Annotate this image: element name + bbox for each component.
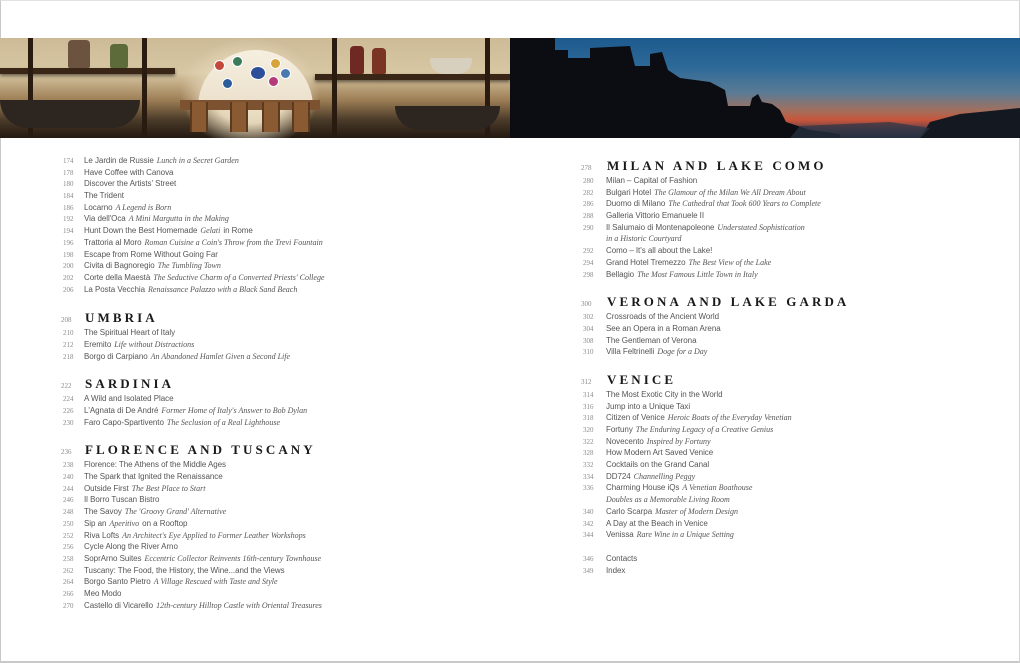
- chair: [190, 102, 208, 132]
- entry-title: Duomo di Milano: [606, 199, 666, 209]
- chair: [292, 102, 310, 132]
- entry-title: Tuscany: The Food, the History, the Wine...and the Views: [84, 565, 285, 575]
- page-number: 316: [583, 402, 594, 411]
- entry-title: La Posta Vecchia: [84, 284, 146, 294]
- entry-title: Jump into a Unique Taxi: [606, 401, 691, 411]
- entry-title: Venissa: [606, 530, 634, 540]
- toc-entry[interactable]: [60, 541, 540, 553]
- toc-entry[interactable]: [580, 222, 1000, 234]
- toc-entry[interactable]: [60, 213, 540, 225]
- page-number: 222: [61, 382, 72, 391]
- toc-entry[interactable]: [60, 471, 540, 483]
- toc-entry[interactable]: [580, 506, 1000, 518]
- toc-entry[interactable]: [580, 529, 1000, 541]
- entry-title: Citizen of Venice: [606, 413, 665, 423]
- entry-subtitle: Former Home of Italy's Answer to Bob Dylan: [161, 406, 308, 415]
- page-number: 258: [63, 554, 74, 563]
- toc-entry[interactable]: [580, 269, 1000, 281]
- toc-entry[interactable]: [60, 588, 540, 600]
- entry-title: Galleria Vittorio Emanuele II: [606, 211, 705, 221]
- shelf-post: [142, 38, 147, 138]
- toc-section-verona-garda: [580, 292, 1000, 358]
- entry-title: A Wild and Isolated Place: [84, 394, 174, 404]
- entry-title: Sip an: [84, 518, 107, 528]
- page-number: 328: [583, 449, 594, 458]
- page-number: 240: [63, 473, 74, 482]
- entry-title: Fortuny: [606, 425, 633, 434]
- page-number: 178: [63, 168, 74, 177]
- entry-subtitle: Lunch in a Secret Garden: [156, 156, 239, 165]
- entry-title: The Spark that Ignited the Renaissance: [84, 472, 223, 482]
- page-number: 212: [63, 340, 74, 349]
- section-title: SARDINIA: [85, 376, 175, 392]
- entry-subtitle: Renaissance Palazzo with a Black Sand Beach: [148, 284, 298, 294]
- interior-photo: [0, 38, 510, 138]
- page-number: 196: [63, 238, 74, 247]
- castle-silhouette: [510, 38, 1020, 138]
- entry-subtitle: The Best Place to Start: [131, 483, 206, 493]
- section-heading[interactable]: [580, 156, 1000, 175]
- page-number: 280: [583, 177, 594, 185]
- page-number: 336: [583, 484, 594, 493]
- entry-title: Discover the Artists' Street: [84, 179, 177, 189]
- toc-entry-continuation[interactable]: [580, 233, 1000, 245]
- entry-title: Como – It's all about the Lake!: [606, 246, 713, 256]
- toc-entry-contacts[interactable]: [580, 553, 1000, 565]
- page-number: 246: [63, 496, 74, 505]
- entry-title-tail: in Rome: [223, 226, 253, 236]
- entry-title: Escape from Rome Without Going Far: [84, 249, 218, 259]
- entry-subtitle: The Seductive Charm of a Converted Priests' College: [153, 272, 325, 282]
- toc-entry[interactable]: [60, 260, 540, 272]
- jar: [110, 44, 128, 68]
- page-number: 194: [63, 227, 74, 236]
- page-number: 206: [63, 285, 74, 294]
- page-number: 252: [63, 531, 74, 540]
- entry-subtitle: A Legend is Born: [115, 202, 172, 212]
- page-number: 208: [61, 316, 72, 325]
- toc-left-column: [60, 155, 540, 611]
- page-number: 349: [583, 566, 594, 575]
- toc-entry[interactable]: [580, 245, 1000, 257]
- toc-entry[interactable]: [580, 447, 1000, 459]
- toc-entry[interactable]: [580, 187, 1000, 199]
- wall-plate: [270, 58, 281, 69]
- page-number: 180: [63, 180, 74, 189]
- entry-title: DD724: [606, 471, 631, 481]
- toc-entry[interactable]: [60, 155, 540, 167]
- page-number: 224: [63, 395, 74, 404]
- toc-entry[interactable]: [60, 202, 540, 214]
- toc-right-column: [580, 156, 1000, 576]
- toc-section-umbria: [60, 308, 540, 362]
- bowl: [430, 58, 472, 74]
- entry-title: Borgo Santo Pietro: [84, 577, 151, 587]
- toc-entry[interactable]: [60, 272, 540, 284]
- page-number: 256: [63, 543, 74, 552]
- toc-end-matter: [580, 553, 1000, 576]
- entry-title: Il Borro Tuscan Bistro: [84, 495, 160, 505]
- entry-subtitle: An Architect's Eye Applied to Former Leather Workshops: [122, 530, 306, 540]
- entry-title: The Most Exotic City in the World: [606, 389, 723, 399]
- entry-title: Bulgari Hotel: [606, 187, 652, 197]
- section-title: UMBRIA: [85, 310, 158, 326]
- toc-entry[interactable]: [60, 339, 540, 351]
- entry-title: Via dell'Oca: [84, 214, 126, 224]
- page-number: 314: [583, 390, 594, 399]
- toc-entry[interactable]: [60, 351, 540, 363]
- entry-title: Civita di Bagnoregio: [84, 261, 155, 271]
- entry-subtitle: Life without Distractions: [114, 339, 195, 349]
- toc-entry[interactable]: [60, 518, 540, 530]
- shelf: [315, 74, 510, 80]
- toc-section-florence-tuscany: [60, 440, 540, 611]
- page-number: 318: [583, 414, 594, 423]
- entry-subtitle: Roman Cuisine a Coin's Throw from the Trevi Fountain: [144, 237, 323, 247]
- toc-entry[interactable]: [580, 335, 1000, 347]
- toc-entry[interactable]: [60, 417, 540, 429]
- toc-entry[interactable]: [60, 459, 540, 471]
- entry-subtitle: A Venetian Boathouse: [682, 483, 753, 493]
- page-number: 266: [63, 589, 74, 598]
- chair: [230, 102, 248, 132]
- entry-title: Index: [606, 565, 626, 575]
- toc-entry[interactable]: [580, 210, 1000, 222]
- page-number: 210: [63, 329, 74, 338]
- toc-entry[interactable]: [60, 530, 540, 542]
- toc-entry[interactable]: [60, 393, 540, 405]
- toc-entry-continuation[interactable]: [580, 494, 1000, 506]
- entry-title: Florence: The Athens of the Middle Ages: [84, 460, 226, 470]
- page-number: 332: [583, 461, 594, 470]
- entry-subtitle: Master of Modern Design: [655, 506, 738, 516]
- toc-entry[interactable]: [580, 175, 1000, 187]
- shelf-post: [332, 38, 337, 138]
- page-number: 244: [63, 484, 74, 493]
- toc-entry[interactable]: [60, 167, 540, 179]
- entry-title: Milan – Capital of Fashion: [606, 176, 698, 185]
- entry-title: Carlo Scarpa: [606, 506, 653, 516]
- section-title: FLORENCE AND TUSCANY: [85, 442, 316, 458]
- entry-subtitle: The Glamour of the Milan We All Dream About: [654, 187, 806, 197]
- page-number: 310: [583, 348, 594, 357]
- bowl: [0, 100, 140, 128]
- entry-title: Villa Feltrinelli: [606, 347, 655, 357]
- entry-subtitle: Gelati: [200, 226, 221, 236]
- entry-title: Charming House iQs: [606, 483, 680, 493]
- wall-plate: [214, 60, 225, 71]
- toc-entry[interactable]: [60, 553, 540, 565]
- toc-entry[interactable]: [580, 412, 1000, 424]
- wall-plate: [268, 76, 279, 87]
- page-number: 230: [63, 418, 74, 427]
- entry-subtitle: Eccentric Collector Reinvents 16th-century Townhouse: [144, 553, 322, 563]
- section-title: VENICE: [607, 371, 677, 387]
- wall-plate: [232, 56, 243, 67]
- page-number: 192: [63, 215, 74, 224]
- entry-title: Corte della Maestà: [84, 272, 151, 282]
- page-number: 236: [61, 448, 72, 457]
- toc-entry[interactable]: [580, 518, 1000, 530]
- page-number: 202: [63, 273, 74, 282]
- entry-subtitle: Understated Sophistication: [717, 222, 805, 232]
- entry-subtitle-continuation: Doubles as a Memorable Living Room: [606, 495, 730, 505]
- section-heading[interactable]: [60, 440, 540, 459]
- entry-subtitle: The Enduring Legacy of a Creative Genius: [635, 425, 774, 434]
- toc-entry[interactable]: [580, 198, 1000, 210]
- toc-entry[interactable]: [60, 494, 540, 506]
- entry-title: L'Agnata di De André: [84, 406, 159, 415]
- entry-title: Locarno: [84, 202, 113, 212]
- entry-title: Faro Capo-Spartivento: [84, 417, 164, 427]
- entry-title: The Spiritual Heart of Italy: [84, 328, 176, 338]
- entry-subtitle: 12th-century Hilltop Castle with Oriental Treasures: [156, 600, 322, 610]
- entry-subtitle-continuation: in a Historic Courtyard: [606, 234, 682, 244]
- page-number: 302: [583, 313, 594, 322]
- toc-entry[interactable]: [60, 190, 540, 202]
- toc-entry[interactable]: [60, 284, 540, 296]
- page-number: 312: [581, 377, 592, 386]
- page-number: 304: [583, 324, 594, 333]
- page-number: 294: [583, 258, 594, 267]
- page-number: 342: [583, 519, 594, 528]
- entry-title-tail: on a Rooftop: [142, 518, 188, 528]
- entry-subtitle: The Seclusion of a Real Lighthouse: [166, 417, 280, 427]
- entry-subtitle: The Cathedral that Took 600 Years to Complete: [668, 199, 821, 209]
- entry-title: Il Salumaio di Montenapoleone: [606, 222, 715, 232]
- page-number: 218: [63, 352, 74, 361]
- entry-subtitle: The Tumbling Town: [157, 261, 221, 271]
- page-number: 184: [63, 192, 74, 201]
- entry-title: Novecento: [606, 436, 644, 446]
- page-number: 198: [63, 250, 74, 259]
- toc-entry[interactable]: [580, 471, 1000, 483]
- entry-title: SoprArno Suites: [84, 553, 142, 563]
- entry-title: The Savoy: [84, 507, 122, 517]
- toc-entry[interactable]: [60, 405, 540, 417]
- shelf: [0, 68, 175, 74]
- toc-entry[interactable]: [580, 459, 1000, 471]
- entry-title: Riva Lofts: [84, 530, 120, 540]
- entry-title: Grand Hotel Tremezzo: [606, 257, 686, 267]
- entry-title: Borgo di Carpiano: [84, 351, 148, 361]
- section-heading[interactable]: [60, 308, 540, 327]
- entry-title: Crossroads of the Ancient World: [606, 312, 720, 322]
- entry-title: Trattoria al Moro: [84, 237, 142, 247]
- page-number: 308: [583, 336, 594, 345]
- page-number: 250: [63, 519, 74, 528]
- entry-subtitle: The 'Groovy Grand' Alternative: [124, 507, 227, 517]
- entry-title: Outside First: [84, 483, 129, 493]
- toc-section-milan-como: [580, 156, 1000, 280]
- section-heading[interactable]: [60, 374, 540, 393]
- page-number: 200: [63, 262, 74, 271]
- page-number: 344: [583, 531, 594, 540]
- toc-entry[interactable]: [580, 257, 1000, 269]
- page-number: 292: [583, 247, 594, 256]
- toc-entry[interactable]: [580, 424, 1000, 436]
- toc-entry[interactable]: [580, 346, 1000, 358]
- entry-title: Have Coffee with Canova: [84, 167, 174, 177]
- entry-title: Contacts: [606, 553, 638, 563]
- toc-entry[interactable]: [60, 565, 540, 577]
- wall-plate: [250, 66, 266, 80]
- toc-entry[interactable]: [60, 483, 540, 495]
- entry-subtitle: An Abandoned Hamlet Given a Second Life: [150, 351, 291, 361]
- page-number: 288: [583, 212, 594, 221]
- entry-title: See an Opera in a Roman Arena: [606, 323, 721, 333]
- toc-entry[interactable]: [60, 576, 540, 588]
- entry-title: Castello di Vicarello: [84, 600, 154, 610]
- page-number: 174: [63, 157, 74, 165]
- entry-title: Le Jardin de Russie: [84, 156, 154, 165]
- toc-entry[interactable]: [580, 482, 1000, 494]
- page-number: 322: [583, 437, 594, 446]
- bowl: [395, 106, 500, 130]
- page-number: 186: [63, 203, 74, 212]
- toc-entry[interactable]: [60, 225, 540, 237]
- jar: [68, 40, 90, 68]
- page-number: 238: [63, 461, 74, 470]
- entry-title: Bellagio: [606, 269, 635, 279]
- toc-entry[interactable]: [60, 600, 540, 612]
- entry-subtitle: Aperitivo: [109, 518, 140, 528]
- entry-title: The Trident: [84, 191, 124, 201]
- entry-title: Cycle Along the River Arno: [84, 542, 178, 552]
- entry-subtitle: A Village Rescued with Taste and Style: [153, 577, 278, 587]
- toc-entry[interactable]: [580, 311, 1000, 323]
- page-number: 300: [581, 300, 592, 309]
- bottle: [372, 48, 386, 74]
- toc-entry[interactable]: [60, 237, 540, 249]
- page-number: 298: [583, 270, 594, 279]
- page-number: 262: [63, 566, 74, 575]
- page-number: 290: [583, 223, 594, 232]
- toc-entry[interactable]: [580, 436, 1000, 448]
- entry-subtitle: Doge for a Day: [657, 347, 708, 357]
- toc-entry[interactable]: [60, 249, 540, 261]
- toc-section-venice: [580, 370, 1000, 541]
- entry-subtitle: Inspired by Fortuny: [646, 436, 711, 446]
- toc-entry[interactable]: [60, 506, 540, 518]
- page-number: 346: [583, 554, 594, 563]
- entry-title: Meo Modo: [84, 588, 122, 598]
- chair: [262, 102, 280, 132]
- page-number: 248: [63, 508, 74, 517]
- toc-entry[interactable]: [580, 389, 1000, 401]
- page-number: 278: [581, 164, 592, 172]
- toc-section-sardinia: [60, 374, 540, 428]
- toc-entry-index[interactable]: [580, 565, 1000, 577]
- toc-entry[interactable]: [60, 327, 540, 339]
- toc-entry[interactable]: [60, 178, 540, 190]
- page-number: 282: [583, 188, 594, 197]
- entry-title: Eremito: [84, 339, 112, 349]
- wall-plate: [280, 68, 291, 79]
- toc-entry[interactable]: [580, 401, 1000, 413]
- entry-title: How Modern Art Saved Venice: [606, 448, 714, 458]
- entry-subtitle: Channelling Peggy: [633, 471, 696, 481]
- dusk-castle-photo: [510, 38, 1020, 138]
- page-number: 264: [63, 578, 74, 587]
- entry-subtitle: A Mini Margutta in the Making: [128, 214, 229, 224]
- header-photo-banner: [0, 38, 1020, 138]
- page-number: 320: [583, 426, 594, 434]
- toc-rome-continued: [60, 155, 540, 295]
- section-title: VERONA AND LAKE GARDA: [607, 294, 850, 310]
- section-title: MILAN AND LAKE COMO: [607, 158, 827, 173]
- entry-title: The Gentleman of Verona: [606, 335, 697, 345]
- entry-title: A Day at the Beach in Venice: [606, 518, 708, 528]
- page-number: 226: [63, 407, 74, 415]
- entry-subtitle: Rare Wine in a Unique Setting: [636, 530, 734, 540]
- entry-title: Hunt Down the Best Homemade: [84, 226, 198, 236]
- page-number: 340: [583, 507, 594, 516]
- page-number: 286: [583, 200, 594, 209]
- bottle: [350, 46, 364, 74]
- toc-entry[interactable]: [580, 323, 1000, 335]
- entry-subtitle: The Most Famous Little Town in Italy: [637, 269, 758, 279]
- entry-subtitle: Heroic Boats of the Everyday Venetian: [667, 413, 792, 423]
- entry-subtitle: The Best View of the Lake: [688, 257, 772, 267]
- section-heading[interactable]: [580, 292, 1000, 311]
- entry-title: Cocktails on the Grand Canal: [606, 460, 710, 470]
- page-number: 270: [63, 601, 74, 610]
- page-number: 334: [583, 472, 594, 481]
- wall-plate: [222, 78, 233, 89]
- section-heading[interactable]: [580, 370, 1000, 389]
